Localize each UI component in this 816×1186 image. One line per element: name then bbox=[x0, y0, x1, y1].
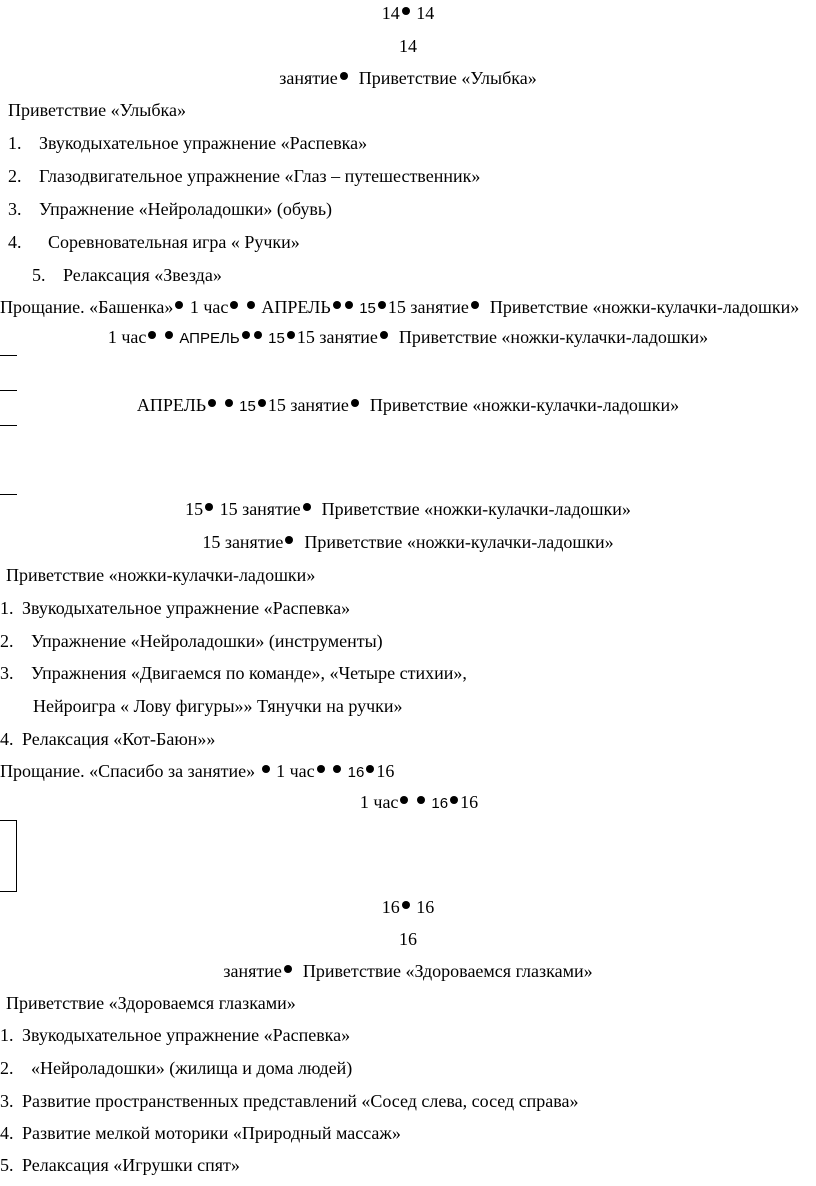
item-text: «Нейроладошки» (жилища и дома людей) bbox=[31, 1058, 353, 1078]
bullet-icon bbox=[450, 796, 458, 804]
item-number: 3. bbox=[0, 663, 14, 683]
bullet-icon bbox=[247, 301, 255, 309]
session-label: 15 занятие bbox=[387, 297, 469, 317]
list-item bbox=[0, 1154, 240, 1176]
margin-dash bbox=[0, 494, 17, 495]
item-text: Релаксация «Кот-Баюн»» bbox=[22, 729, 216, 749]
list-item bbox=[8, 165, 480, 187]
list-item bbox=[0, 597, 350, 619]
month-text: АПРЕЛЬ bbox=[261, 297, 331, 317]
session14-title bbox=[0, 67, 816, 89]
list-item bbox=[8, 231, 300, 253]
margin-box-bottom bbox=[0, 891, 17, 892]
item-text: Звукодыхательное упражнение «Распевка» bbox=[39, 133, 368, 153]
margin-dash bbox=[0, 355, 17, 356]
session16-number bbox=[0, 928, 816, 950]
title-text: Приветствие «ножки-кулачки-ладошки» bbox=[304, 532, 614, 552]
list-item bbox=[0, 1122, 401, 1144]
item-text: Упражнение «Нейроладошки» (обувь) bbox=[39, 199, 333, 219]
margin-dash bbox=[0, 390, 17, 391]
hour-text: 1 час bbox=[107, 327, 147, 347]
bullet-icon bbox=[378, 301, 386, 309]
farewell-text: Прощание. «Спасибо за занятие» bbox=[0, 761, 256, 781]
list-item bbox=[33, 695, 403, 717]
session-number: 16 bbox=[460, 792, 479, 812]
title-text: Приветствие «ножки-кулачки-ладошки» bbox=[321, 499, 631, 519]
month-text: АПРЕЛЬ bbox=[179, 330, 240, 347]
title-prefix: 15 занятие bbox=[219, 499, 301, 519]
next-title: Приветствие «ножки-кулачки-ладошки» bbox=[369, 395, 680, 415]
title-prefix: занятие bbox=[279, 68, 338, 88]
item-text: Развитие пространственных представлений «Сосед слева, сосед справа» bbox=[22, 1091, 579, 1111]
bullet-icon bbox=[205, 503, 213, 511]
item-text: Звукодыхательное упражнение «Распевка» bbox=[22, 598, 351, 618]
title-text: Приветствие «Здороваемся глазками» bbox=[302, 961, 593, 981]
item-number: 3. bbox=[0, 1091, 14, 1111]
session-number: 14 bbox=[416, 3, 435, 23]
item-number: 5. bbox=[0, 1155, 14, 1175]
list-item bbox=[0, 1057, 352, 1079]
session-number: 16 bbox=[376, 761, 395, 781]
session-number: 15 bbox=[239, 398, 256, 415]
bullet-icon bbox=[402, 7, 410, 15]
repeat-line-3 bbox=[0, 791, 816, 815]
item-text: Соревновательная игра « Ручки» bbox=[48, 232, 300, 252]
title-text: Приветствие «Улыбка» bbox=[358, 68, 537, 88]
next-title: Приветствие «ножки-кулачки-ладошки» bbox=[489, 297, 800, 317]
hour-text: 1 час bbox=[189, 297, 229, 317]
item-text: Релаксация «Игрушки спят» bbox=[22, 1155, 240, 1175]
item-number: 2. bbox=[0, 1058, 14, 1078]
bullet-icon bbox=[242, 331, 250, 339]
bullet-icon bbox=[230, 301, 238, 309]
list-item bbox=[0, 1090, 579, 1112]
session-number: 16 bbox=[399, 929, 417, 949]
item-text: Упражнение «Нейроладошки» (инструменты) bbox=[31, 631, 383, 651]
item-number: 2. bbox=[8, 166, 22, 186]
title-prefix: 15 занятие bbox=[202, 532, 284, 552]
item-text: Глазодвигательное упражнение «Глаз – путешественник» bbox=[39, 166, 481, 186]
repeat-line-1 bbox=[0, 326, 816, 350]
item-number: 1. bbox=[0, 598, 14, 618]
list-item bbox=[0, 728, 215, 750]
session14-greeting: Приветствие «Улыбка» bbox=[8, 100, 186, 120]
next-title: Приветствие «ножки-кулачки-ладошки» bbox=[398, 327, 709, 347]
bullet-icon bbox=[333, 765, 341, 773]
bullet-icon bbox=[366, 765, 374, 773]
hour-text: 1 час bbox=[359, 792, 399, 812]
session-label: 15 занятие bbox=[267, 395, 349, 415]
session-number: 16 bbox=[381, 897, 400, 917]
bullet-icon bbox=[380, 331, 388, 339]
session-number: 15 bbox=[185, 499, 204, 519]
session16-greeting: Приветствие «Здороваемся глазками» bbox=[6, 993, 296, 1013]
session-number: 14 bbox=[381, 3, 400, 23]
hour-text: 1 час bbox=[276, 761, 315, 781]
list-item bbox=[8, 132, 367, 154]
bullet-icon bbox=[225, 399, 233, 407]
bullet-icon bbox=[351, 399, 359, 407]
item-text: Развитие мелкой моторики «Природный массаж» bbox=[22, 1123, 401, 1143]
session15-greeting: Приветствие «ножки-кулачки-ладошки» bbox=[6, 565, 316, 585]
session-number: 15 bbox=[268, 330, 285, 347]
bullet-icon bbox=[340, 72, 348, 80]
bullet-icon bbox=[287, 331, 295, 339]
bullet-icon bbox=[284, 965, 292, 973]
bullet-icon bbox=[208, 399, 216, 407]
session-number-line bbox=[0, 35, 816, 57]
item-number: 3. bbox=[8, 199, 22, 219]
margin-box-top bbox=[0, 820, 17, 821]
item-number: 5. bbox=[32, 265, 46, 285]
list-item bbox=[32, 264, 222, 286]
farewell-text: Прощание. «Башенка» bbox=[0, 297, 174, 317]
session-label: 15 занятие bbox=[296, 327, 378, 347]
list-item bbox=[0, 1024, 350, 1046]
bullet-icon bbox=[317, 765, 325, 773]
item-text: Релаксация «Звезда» bbox=[63, 265, 222, 285]
item-number: 4. bbox=[0, 1123, 14, 1143]
session-number: 16 bbox=[347, 764, 365, 781]
margin-box-side bbox=[16, 820, 17, 892]
header-number-line bbox=[0, 2, 816, 24]
item-number: 4. bbox=[0, 729, 14, 749]
bullet-icon bbox=[471, 301, 479, 309]
bullet-icon bbox=[165, 331, 173, 339]
bullet-icon bbox=[262, 765, 270, 773]
session16-number-line bbox=[0, 896, 816, 918]
bullet-icon bbox=[400, 796, 408, 804]
session-number: 16 bbox=[416, 897, 435, 917]
session14-farewell-line bbox=[0, 296, 799, 320]
session15-title bbox=[0, 531, 816, 553]
bullet-icon bbox=[345, 301, 353, 309]
item-number: 4. bbox=[8, 232, 22, 252]
bullet-icon bbox=[175, 301, 183, 309]
item-number: 1. bbox=[8, 133, 22, 153]
bullet-icon bbox=[285, 536, 293, 544]
session15-header bbox=[0, 498, 816, 520]
repeat-line-2 bbox=[0, 394, 816, 418]
month-text: АПРЕЛЬ bbox=[136, 395, 207, 415]
list-item bbox=[8, 198, 332, 220]
bullet-icon bbox=[258, 399, 266, 407]
title-prefix: занятие bbox=[223, 961, 282, 981]
bullet-icon bbox=[333, 301, 341, 309]
list-item bbox=[0, 662, 467, 684]
item-text: Звукодыхательное упражнение «Распевка» bbox=[22, 1025, 351, 1045]
list-item bbox=[0, 630, 383, 652]
bullet-icon bbox=[417, 796, 425, 804]
item-text: Упражнения «Двигаемся по команде», «Четыре стихии», bbox=[31, 663, 467, 683]
bullet-icon bbox=[254, 331, 262, 339]
item-number: 2. bbox=[0, 631, 14, 651]
margin-dash bbox=[0, 425, 17, 426]
bullet-icon bbox=[402, 901, 410, 909]
bullet-icon bbox=[148, 331, 156, 339]
item-number: 1. bbox=[0, 1025, 14, 1045]
session-number: 15 bbox=[359, 300, 376, 317]
session15-farewell-line bbox=[0, 760, 394, 784]
session-number: 14 bbox=[399, 36, 417, 56]
item-text: Нейроигра « Лову фигуры»» Тянучки на ручки» bbox=[33, 696, 403, 716]
session-number: 16 bbox=[431, 795, 449, 812]
session16-title bbox=[0, 960, 816, 982]
bullet-icon bbox=[303, 503, 311, 511]
